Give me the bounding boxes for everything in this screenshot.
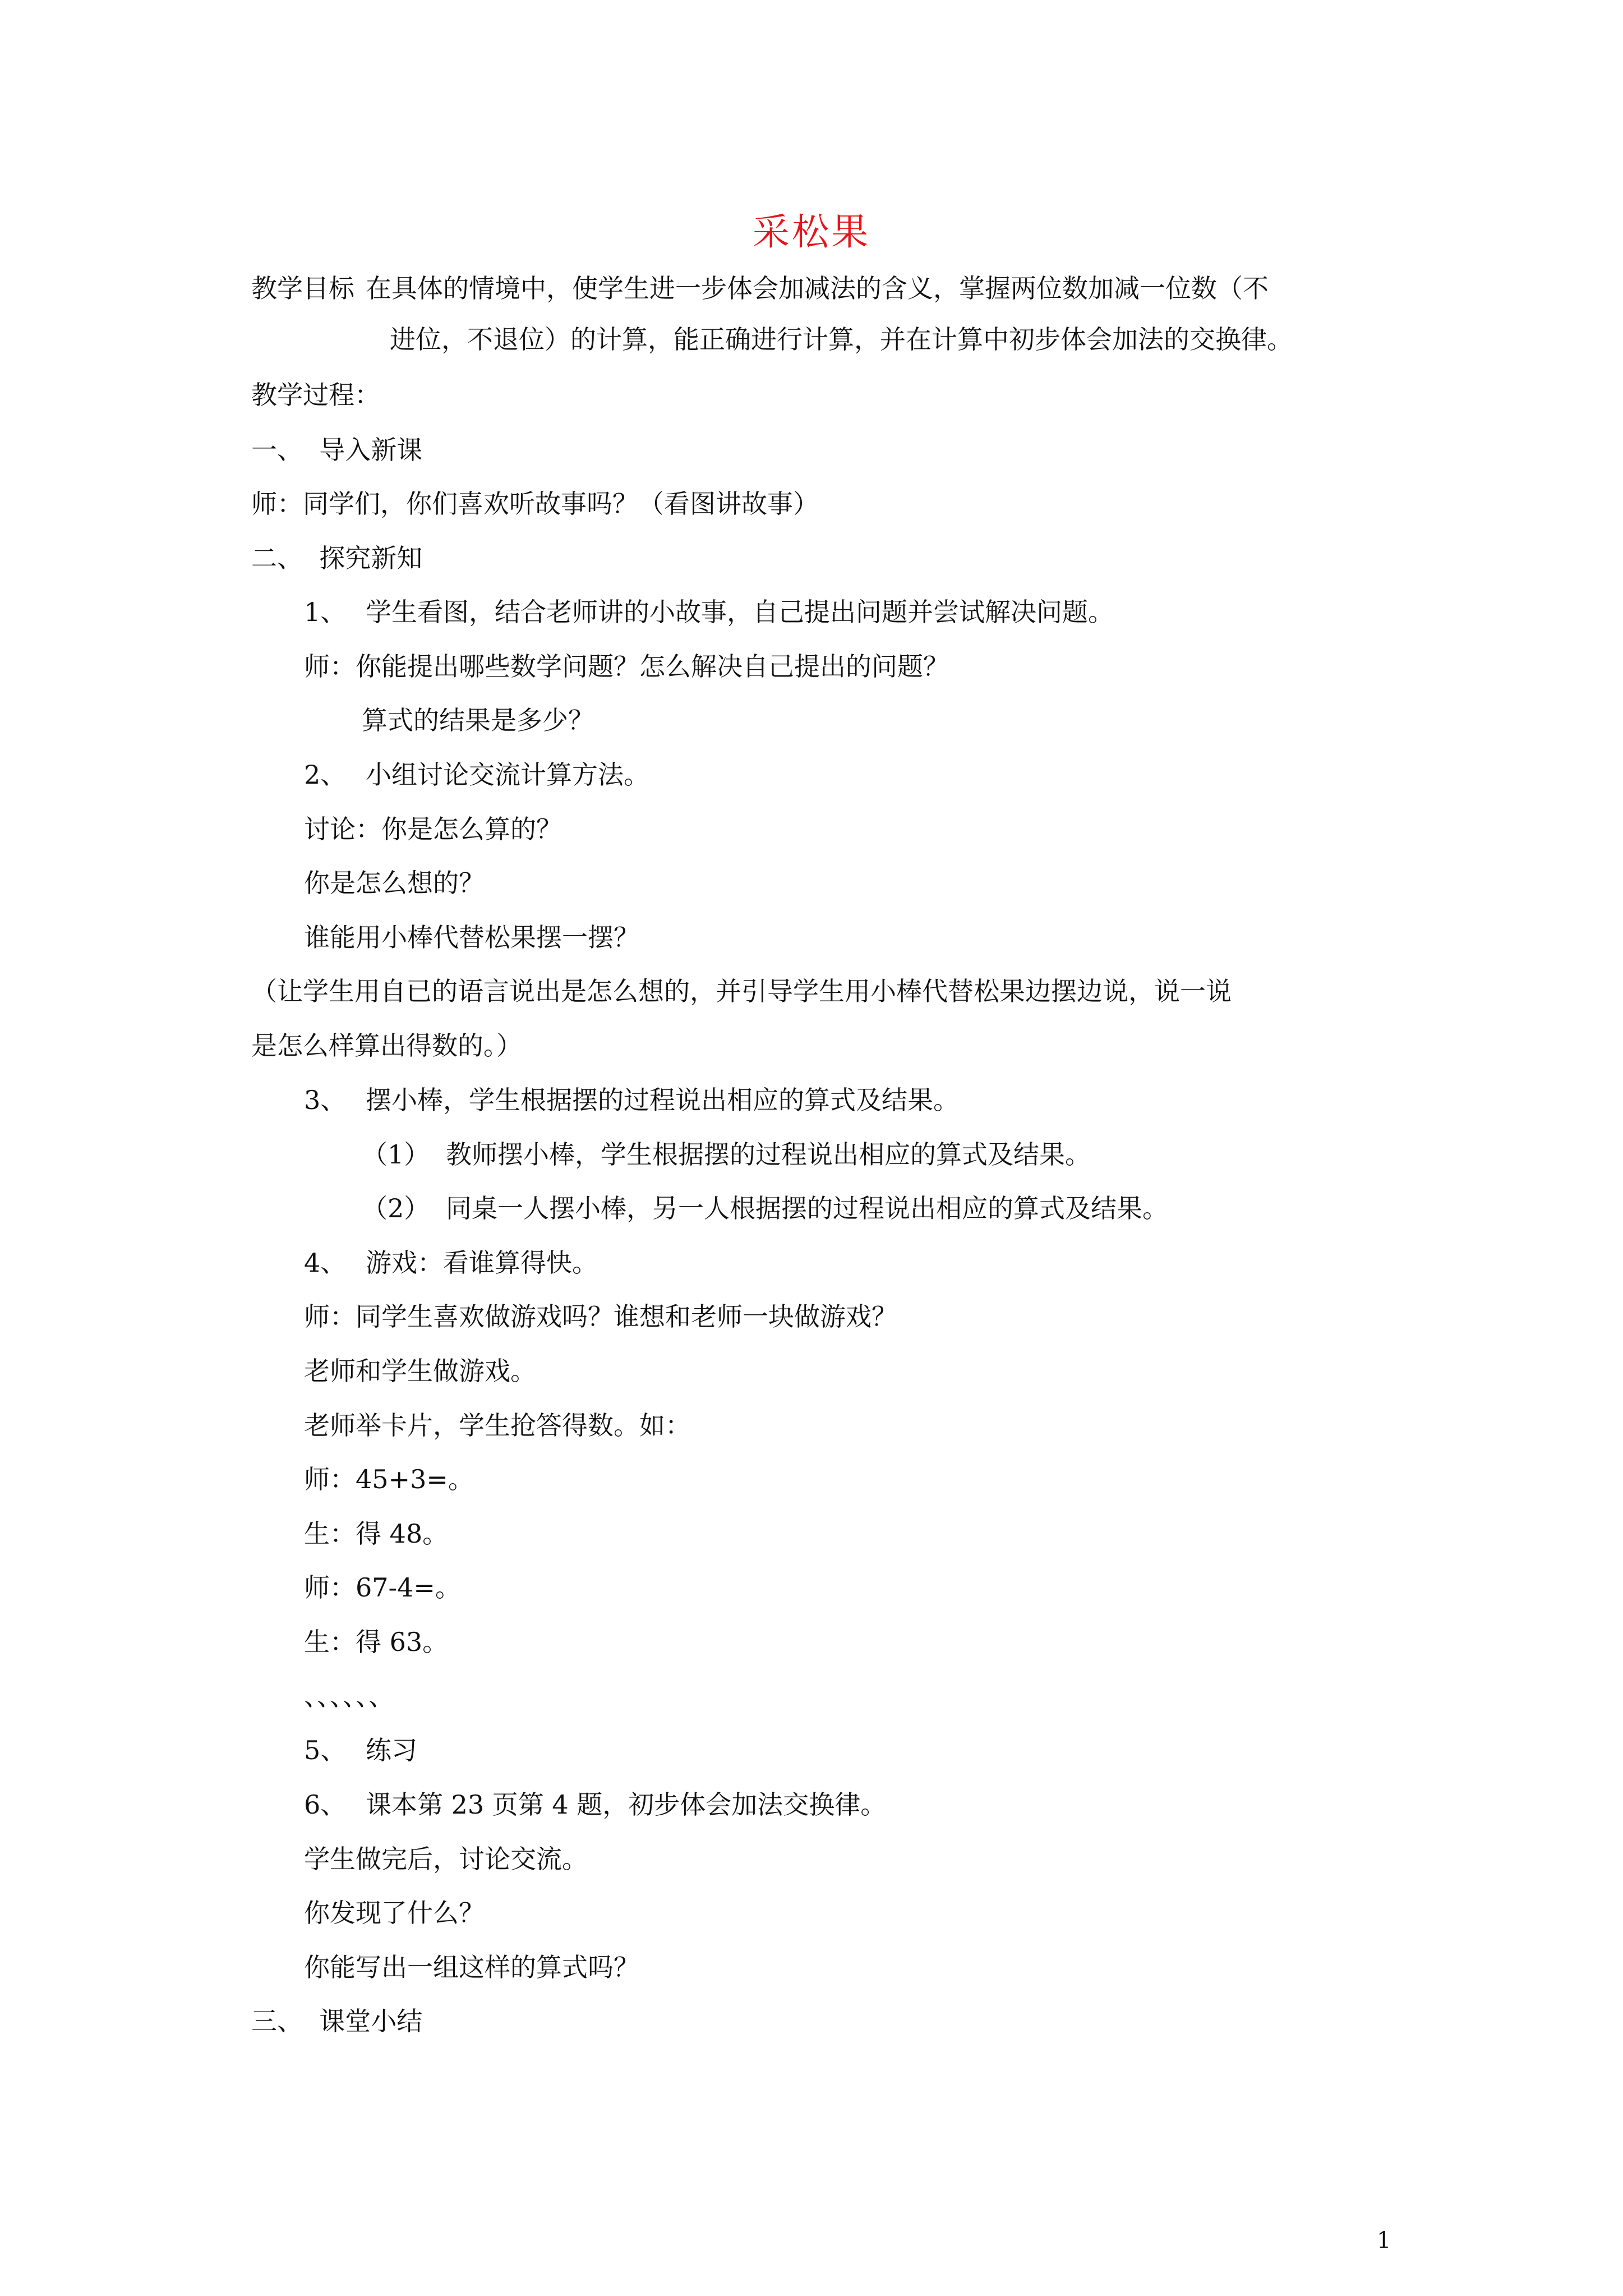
step-3-sub-1: [362, 1139, 1091, 1170]
step-4-example-1: 师：45+3=。: [304, 1464, 474, 1494]
document-title: 采松果: [753, 210, 870, 254]
step-4-text: 游戏：看谁算得快。: [366, 1248, 598, 1278]
step-2-discussion-q2: 你是怎么想的？: [304, 868, 485, 898]
step-6-number: 6、: [304, 1789, 347, 1820]
step-2-text: 小组讨论交流计算方法。: [366, 760, 649, 790]
section-2-title: 探究新知: [319, 543, 423, 573]
step-3-sub-2-number: （2）: [362, 1193, 430, 1223]
step-4-ellipsis: 、、、、、、: [304, 1681, 394, 1711]
page-number: 1: [1377, 2228, 1391, 2253]
step-1-followup: 算式的结果是多少？: [362, 705, 594, 735]
step-5-number: 5、: [304, 1735, 347, 1765]
section-1-teacher-line: 师：同学们，你们喜欢听故事吗？（看图讲故事）: [251, 489, 819, 519]
step-3: [304, 1084, 959, 1116]
step-4-example-2: 生：得 48。: [304, 1519, 449, 1549]
step-4-line-1: 老师和学生做游戏。: [304, 1356, 536, 1386]
section-1-title: 导入新课: [319, 435, 423, 465]
teaching-goal-text-1: 在具体的情境中，使学生进一步体会加减法的含义，掌握两位数加减一位数（不: [366, 273, 1269, 303]
step-2-note-line-2: 是怎么样算出得数的。）: [251, 1030, 522, 1061]
step-6-line-1: 学生做完后，讨论交流。: [304, 1844, 588, 1874]
section-3-number: 三、: [251, 2006, 303, 2036]
teaching-process-heading: 教学过程：: [251, 380, 380, 410]
section-1-heading: [251, 434, 422, 466]
section-2-number: 二、: [251, 543, 303, 573]
step-1-number: 1、: [304, 597, 347, 627]
step-4-number: 4、: [304, 1248, 347, 1278]
step-1-text: 学生看图，结合老师讲的小故事，自己提出问题并尝试解决问题。: [366, 597, 1114, 627]
step-4-teacher-question: 师：同学生喜欢做游戏吗？谁想和老师一块做游戏？: [304, 1301, 897, 1332]
step-2-discussion-q3: 谁能用小棒代替松果摆一摆？: [304, 922, 639, 953]
step-2-note-line-1: （让学生用自已的语言说出是怎么想的，并引导学生用小棒代替松果边摆边说，说一说: [251, 976, 1232, 1006]
teaching-goal-line-2: 进位，不退位）的计算，能正确进行计算，并在计算中初步体会加法的交换律。: [390, 324, 1293, 355]
step-5: [304, 1734, 417, 1766]
section-1-number: 一、: [251, 435, 303, 465]
section-3-heading: [251, 2005, 422, 2037]
step-4-line-2: 老师举卡片，学生抢答得数。如：: [304, 1410, 691, 1441]
step-4: [304, 1247, 598, 1278]
step-6-line-3: 你能写出一组这样的算式吗？: [304, 1952, 639, 1982]
step-3-sub-1-number: （1）: [362, 1139, 430, 1170]
step-6-text: 课本第 23 页第 4 题，初步体会加法交换律。: [366, 1789, 887, 1820]
step-2-discussion-q1: 讨论：你是怎么算的？: [304, 814, 562, 844]
step-4-example-3: 师：67-4=。: [304, 1572, 461, 1603]
step-6-line-2: 你发现了什么？: [304, 1898, 485, 1928]
step-3-text: 摆小棒，学生根据摆的过程说出相应的算式及结果。: [366, 1085, 959, 1115]
step-1: [304, 596, 1114, 628]
teaching-goal-line-1: [251, 273, 1269, 304]
step-1-teacher-question: 师：你能提出哪些数学问题？怎么解决自己提出的问题？: [304, 651, 949, 682]
step-3-sub-1-text: 教师摆小棒，学生根据摆的过程说出相应的算式及结果。: [446, 1139, 1091, 1170]
section-3-title: 课堂小结: [319, 2006, 423, 2036]
step-3-number: 3、: [304, 1085, 347, 1115]
step-3-sub-2: [362, 1193, 1168, 1224]
section-2-heading: [251, 542, 422, 574]
step-2-number: 2、: [304, 760, 347, 790]
teaching-goal-label: 教学目标: [251, 273, 354, 303]
step-4-example-4: 生：得 63。: [304, 1627, 449, 1657]
step-6: [304, 1789, 886, 1820]
step-3-sub-2-text: 同桌一人摆小棒，另一人根据摆的过程说出相应的算式及结果。: [446, 1193, 1168, 1223]
step-5-text: 练习: [366, 1735, 417, 1765]
step-2: [304, 759, 649, 790]
